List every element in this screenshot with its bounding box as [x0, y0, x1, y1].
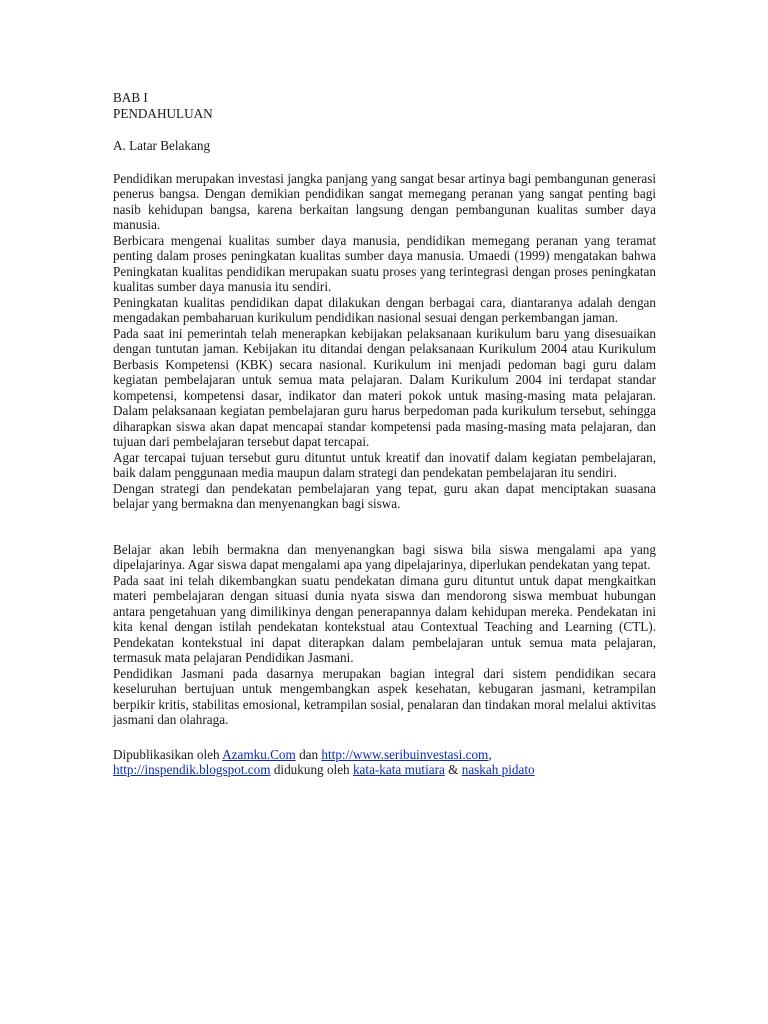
chapter-title: PENDAHULUAN	[113, 105, 213, 121]
publisher-footer	[113, 747, 656, 778]
footer-supported-by-text: didukung oleh	[270, 762, 353, 777]
footer-and-text: dan	[295, 746, 322, 762]
paragraph: Berbicara mengenai kualitas sumber daya manusia, pendidikan memegang peranan yang teramat penting dalam proses peningkatan kualitas sumber daya manusia. Umaedi (1999) mengatakan bahwa Peningkatan kualitas pendidikan merupakan suatu proses yang terintegrasi dengan proses peningkatan kualitas sumber daya manusia itu sendiri.	[113, 232, 656, 294]
paragraph: Pada saat ini telah dikembangkan suatu pendekatan dimana guru dituntut untuk dapat mengkaitkan materi pembelajaran dengan situasi dunia nyata siswa dan mendorong siswa membuat hubungan antara pengetahuan yang dimilikinya dengan penerapannya dalam kehidupan mereka. Pendekatan ini kita kenal dengan istilah pendekatan kontekstual atau Contextual Teaching and Learning (CTL). Pendekatan kontekstual ini dapat diterapkan dalam pembelajaran untuk semua mata pelajaran, termasuk mata pelajaran Pendidikan Jasmani.	[113, 572, 656, 665]
inspendik-link[interactable]: http://inspendik.blogspot.com	[113, 762, 271, 777]
chapter-number: BAB I	[113, 90, 148, 105]
blank-gap	[113, 512, 656, 542]
naskah-pidato-link[interactable]: naskah pidato	[461, 762, 535, 777]
kata-kata-mutiara-link[interactable]: kata-kata mutiara	[352, 762, 445, 777]
azamku-link[interactable]: Azamku.Com	[222, 746, 296, 762]
paragraph: Dengan strategi dan pendekatan pembelajaran yang tepat, guru akan dapat menciptakan suasana belajar yang bermakna dan menyenangkan bagi siswa.	[113, 480, 656, 511]
paragraph: Agar tercapai tujuan tersebut guru dituntut untuk kreatif dan inovatif dalam kegiatan pembelajaran, baik dalam penggunaan media maupun dalam strategi dan pendekatan pembelajaran itu sendiri.	[113, 449, 656, 480]
body-group-1	[113, 171, 656, 512]
body-group-2	[113, 542, 656, 728]
paragraph: Pada saat ini pemerintah telah menerapkan kebijakan pelaksanaan kurikulum baru yang disesuaikan dengan tuntutan jaman. Kebijakan itu ditandai dengan pelaksanaan Kurikulum 2004 atau Kurikulum Berbasis Kompetensi (KBK) secara nasional. Kurikulum ini menjadi pedoman bagi guru dalam kegiatan pembelajaran untuk semua mata pelajaran. Dalam Kurikulum 2004 ini terdapat standar kompetensi, kompetensi dasar, indikator dan materi pokok untuk masing-masing mata pelajaran. Dalam pelaksanaan kegiatan pembelajaran guru harus berpedoman pada kurikulum tersebut, sehingga diharapkan siswa akan dapat mencapai standar kompetensi pada masing-masing mata pelajaran, dan tujuan dari pembelajaran tersebut dapat tercapai.	[113, 325, 656, 449]
paragraph: Peningkatan kualitas pendidikan dapat dilakukan dengan berbagai cara, diantaranya adalah dengan mengadakan pembaharuan kurikulum pendidikan nasional sesuai dengan perkembangan jaman.	[113, 294, 656, 325]
seribuinvestasi-link[interactable]: http://www.seribuinvestasi.com	[321, 746, 489, 762]
paragraph: Pendidikan merupakan investasi jangka panjang yang sangat besar artinya bagi pembangunan generasi penerus bangsa. Dengan demikian pendidikan sangat memegang peranan yang sangat penting bagi nasib kehidupan bangsa, karena berkaitan langsung dengan pembangunan kualitas sumber daya manusia.	[113, 170, 656, 232]
footer-ampersand: &	[444, 762, 462, 777]
paragraph: Pendidikan Jasmani pada dasarnya merupakan bagian integral dari sistem pendidikan secara keseluruhan bertujuan untuk mengembangkan aspek kesehatan, kebugaran jasmani, ketrampilan berpikir kritis, stabilitas emosional, ketrampilan sosial, penalaran dan tindakan moral melalui aktivitas jasmani dan olahraga.	[113, 665, 656, 727]
footer-published-by-text: Dipublikasikan oleh	[113, 746, 223, 762]
footer-comma: ,	[488, 746, 492, 762]
section-heading: A. Latar Belakang	[113, 138, 211, 153]
paragraph: Belajar akan lebih bermakna dan menyenangkan bagi siswa bila siswa mengalami apa yang dipelajarinya. Agar siswa dapat mengalami apa yang dipelajarinya, diperlukan pendekatan yang tepat.	[113, 541, 656, 572]
